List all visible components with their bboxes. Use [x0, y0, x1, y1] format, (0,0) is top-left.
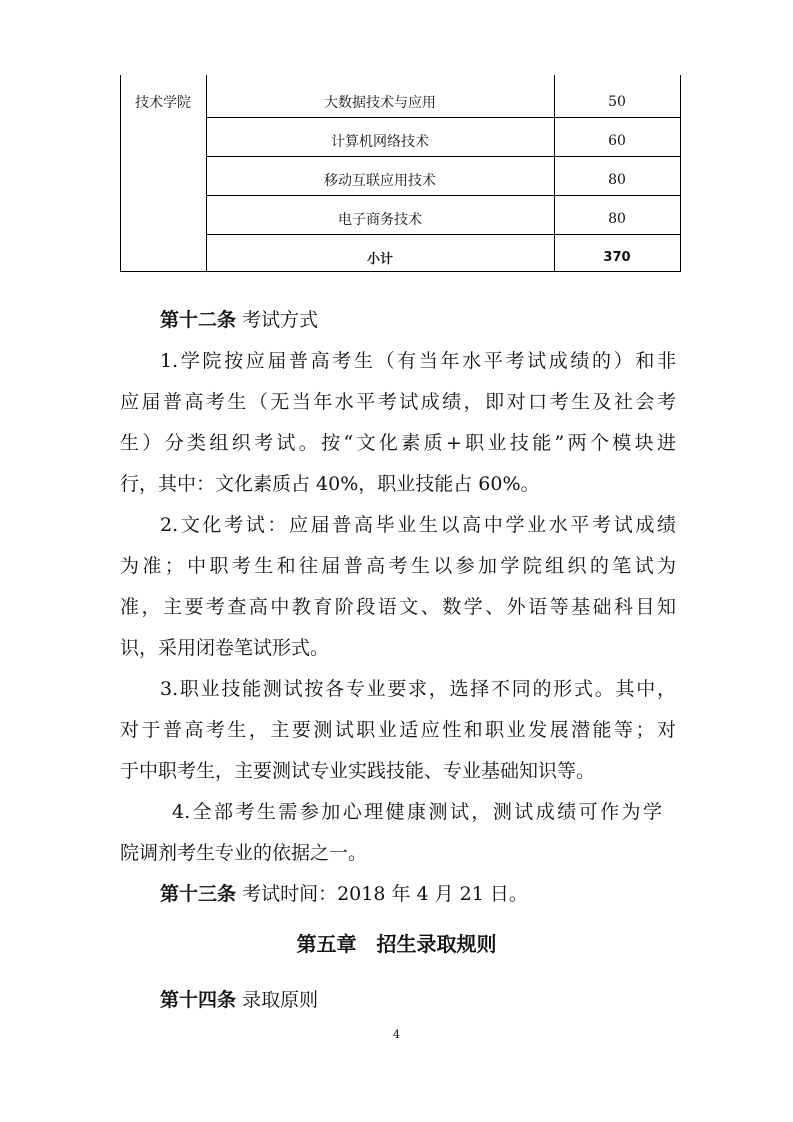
article-14-heading: 第十四条 — [160, 989, 237, 1011]
paragraph-line: 4.全部考生需参加心理健康测试，测试成绩可作为学 — [172, 801, 662, 823]
table-row-divider — [206, 117, 681, 118]
chapter-title: 第五章 招生录取规则 — [296, 932, 497, 956]
count-cell: 80 — [608, 211, 626, 227]
subtotal-value: 370 — [603, 249, 631, 265]
table-row-divider — [206, 234, 681, 235]
article-13-title: 考试时间：2018 年 4 月 21 日。 — [242, 883, 528, 905]
subtotal-label: 小计 — [366, 251, 393, 267]
count-cell: 50 — [608, 94, 626, 110]
count-cell: 80 — [608, 172, 626, 188]
paragraph-line: 应届普高考生（无当年水平考试成绩，即对口考生及社会考 — [120, 391, 676, 413]
paragraph-line: 于中职考生，主要测试专业实践技能、专业基础知识等。 — [120, 760, 596, 782]
paragraph-line: 院调剂考生专业的依据之一。 — [120, 842, 368, 864]
paragraph-line: 3.职业技能测试按各专业要求，选择不同的形式。其中， — [160, 678, 676, 700]
paragraph-line: 为准；中职考生和往届普高考生以参加学院组织的笔试为 — [120, 555, 676, 577]
major-cell: 大数据技术与应用 — [324, 95, 436, 111]
major-cell: 移动互联应用技术 — [324, 173, 436, 189]
enrollment-table — [120, 75, 681, 272]
page-number: 4 — [393, 1028, 400, 1041]
article-12-heading-line — [160, 308, 716, 332]
table-border-bottom — [120, 271, 681, 272]
paragraph-line: 行，其中：文化素质占 40%，职业技能占 60%。 — [120, 473, 540, 495]
table-row-divider — [206, 156, 681, 157]
paragraph-line: 识，采用闭卷笔试形式。 — [120, 637, 330, 659]
article-12-heading: 第十二条 — [160, 309, 237, 331]
article-13-heading-line — [160, 882, 716, 906]
paragraph-line: 准，主要考查高中教育阶段语文、数学、外语等基础科目知 — [120, 596, 676, 618]
major-cell: 计算机网络技术 — [331, 134, 429, 150]
paragraph-line: 对于普高考生，主要测试职业适应性和职业发展潜能等；对 — [120, 719, 676, 741]
article-13-heading: 第十三条 — [160, 883, 237, 905]
paragraph-line: 1.学院按应届普高考生（有当年水平考试成绩的）和非 — [160, 350, 676, 372]
article-14-title: 录取原则 — [242, 989, 319, 1011]
major-cell: 电子商务技术 — [338, 212, 422, 228]
paragraph-line: 生）分类组织考试。按“文化素质+职业技能”两个模块进 — [120, 432, 676, 454]
table-row-divider — [206, 195, 681, 196]
paragraph-line: 2.文化考试：应届普高毕业生以高中学业水平考试成绩 — [160, 514, 676, 536]
article-14-heading-line — [160, 988, 716, 1012]
table-border-right — [680, 75, 681, 272]
count-cell: 60 — [608, 133, 626, 149]
college-cell: 技术学院 — [135, 95, 191, 111]
article-12-title: 考试方式 — [242, 309, 319, 331]
